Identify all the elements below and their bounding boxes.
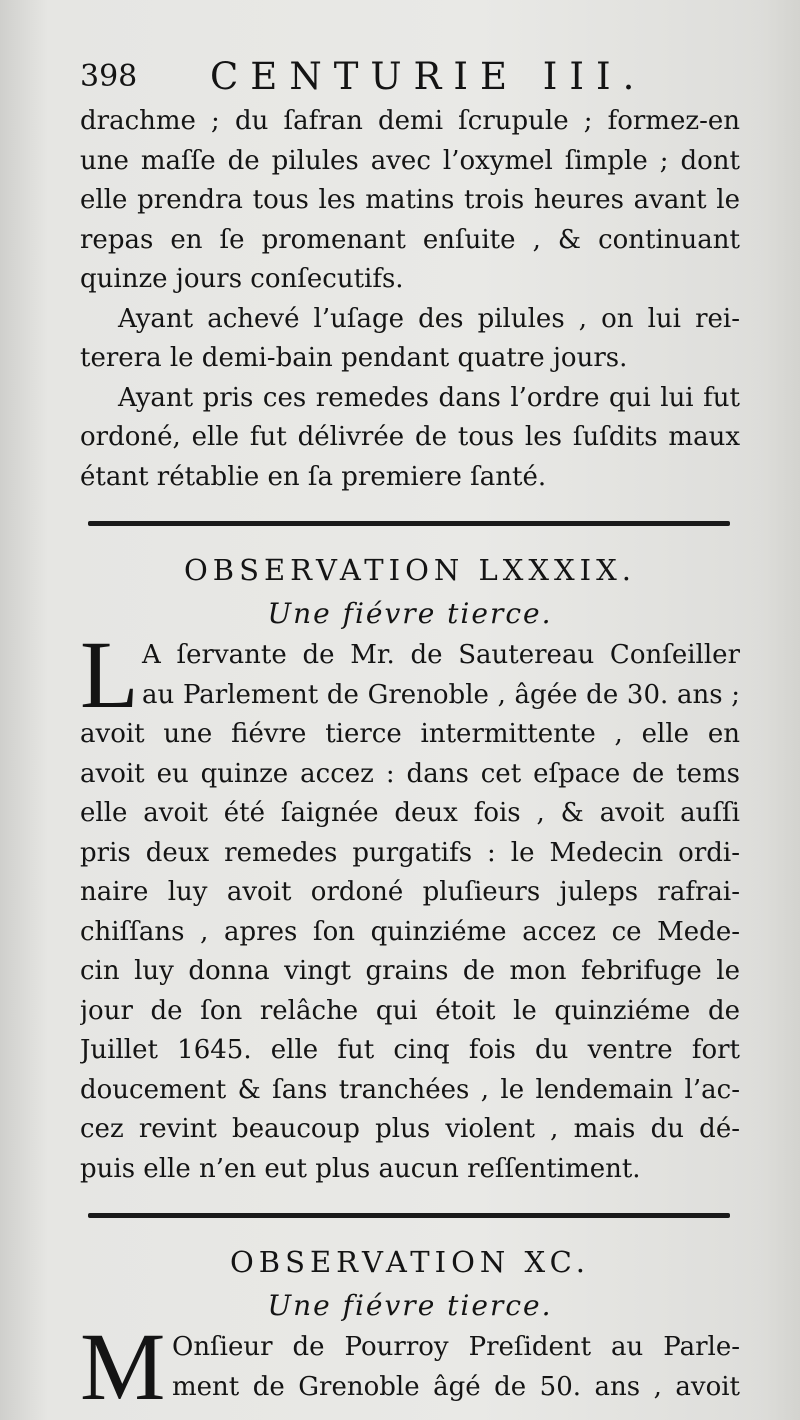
text-line: terera le demi-bain pendant quatre jours. xyxy=(80,343,628,373)
page-number: 398 xyxy=(80,59,138,94)
text-line: repas en ſe promenant enſuite , & continuant xyxy=(80,224,740,255)
text-line: elle avoit été ſaignée deux fois , & avoit auſſi xyxy=(80,798,740,828)
text-line: chiſſans , apres ſon quinziéme accez ce Mede- xyxy=(80,916,740,947)
drop-cap: M xyxy=(80,1313,166,1420)
text-line: doucement & ſans tranchées , le lendemain l’ac- xyxy=(80,1074,740,1105)
text-line: quinze jours conſecutifs. xyxy=(80,264,404,294)
section-divider xyxy=(88,1213,730,1218)
text-line: Onſieur de Pourroy Preſident au Parle- xyxy=(172,1332,740,1362)
observation-90 xyxy=(80,1240,740,1420)
text-line: naire luy avoit ordoné pluſieurs juleps rafrai- xyxy=(80,877,740,907)
text-line: elle prendra tous les matins trois heures avant le xyxy=(80,185,740,215)
text-line: A ſervante de Mr. de Sautereau Conſeiller xyxy=(142,640,740,670)
text-line: avoit une fiévre tierce intermittente , elle en xyxy=(80,719,740,749)
continued-text xyxy=(80,102,740,497)
text-line: Ayant pris ces remedes dans l’ordre qui lui fut xyxy=(118,382,740,413)
text-line: étant rétablie en ſa premiere ſanté. xyxy=(80,461,547,492)
text-line: jour de ſon relâche qui étoit le quinziéme de xyxy=(80,995,740,1026)
drop-cap: L xyxy=(80,621,139,728)
observation-subtitle: Une fiévre tierce. xyxy=(267,1289,553,1322)
section-divider xyxy=(88,521,730,526)
text-line: cez revint beaucoup plus violent , mais du dé- xyxy=(80,1114,740,1144)
observation-subtitle: Une fiévre tierce. xyxy=(267,597,553,630)
observation-paragraph xyxy=(80,1313,740,1420)
running-title: CENTURIE III. xyxy=(210,55,647,98)
page-content xyxy=(80,52,740,1420)
text-line: au Parlement de Grenoble , âgée de 30. ans ; xyxy=(142,679,740,710)
text-line: pris deux remedes purgatifs : le Medecin ordi- xyxy=(80,837,740,868)
text-line: drachme ; du ſafran demi ſcrupule ; formez-en xyxy=(80,106,740,136)
text-line: ordoné, elle fut délivrée de tous les ſuſdits maux xyxy=(80,422,740,452)
text-line: une maſſe de pilules avec l’oxymel ſimple ; dont xyxy=(80,145,740,176)
text-line: avoit eu quinze accez : dans cet eſpace de tems xyxy=(80,758,740,789)
observation-paragraph xyxy=(80,621,740,1189)
text-line: ment de Grenoble âgé de 50. ans , avoit xyxy=(172,1371,740,1402)
text-line: cin luy donna vingt grains de mon febrifuge le xyxy=(80,956,740,986)
text-line: Juillet 1645. elle fut cinq fois du ventre fort xyxy=(80,1035,740,1065)
observation-title: OBSERVATION XC. xyxy=(230,1245,590,1279)
page-edge-shadow xyxy=(740,0,800,1420)
text-line: puis elle n’en eut plus aucun reſſentiment. xyxy=(80,1153,641,1184)
text-line: Ayant achevé l’uſage des pilules , on lui rei- xyxy=(118,303,740,334)
observation-89 xyxy=(80,548,740,1189)
running-header xyxy=(80,52,740,102)
observation-title: OBSERVATION LXXXIX. xyxy=(184,553,636,587)
